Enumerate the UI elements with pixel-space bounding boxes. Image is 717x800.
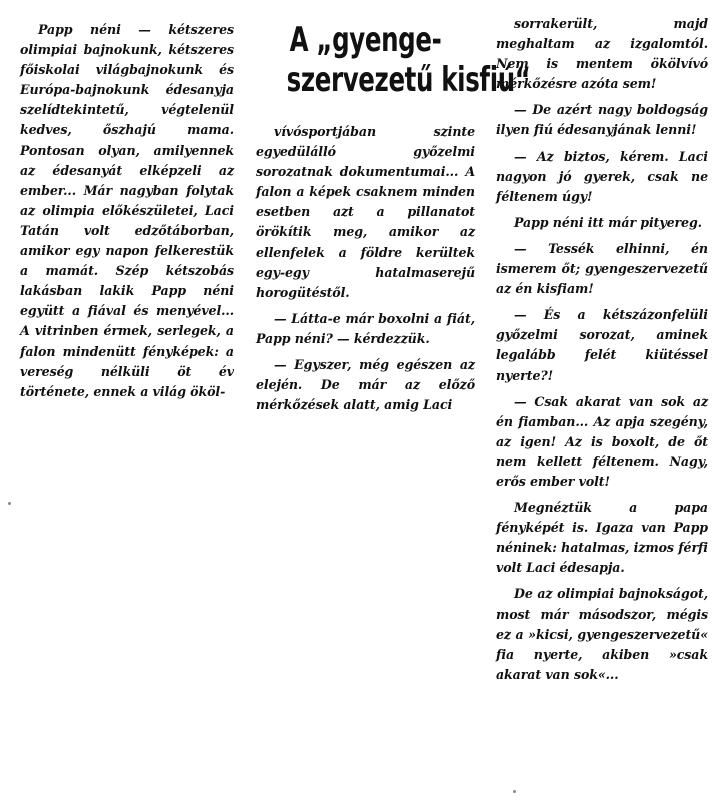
paragraph: — Csak akarat van sok az én fiamban... Az apja szegény, az igen! Az is boxolt, de őt nem kellett féltenem. Nagy, erős ember volt!: [496, 393, 708, 489]
paragraph: Megnéztük a papa fényképét is. Igaza van Papp néninek: hatalmas, izmos férfi volt Laci édesapja.: [496, 500, 708, 576]
article-column-2: [256, 122, 475, 415]
paragraph: De az olimpiai bajnokságot, most már másodszor, mégis ez a »kicsi, gyengeszervezetű« fia nyerte, akiben »csak akarat van sok«...: [496, 586, 708, 682]
paragraph: — De azért nagy boldogság ilyen fiú édesanyjának lenni!: [496, 102, 708, 138]
article-column-1: [20, 20, 234, 402]
paragraph: Papp néni — kétszeres olimpiai bajnokunk, kétszeres főiskolai világbajnokunk és Európa-bajnokunk édesanyja szelídtekintetű, végtelenül kedves, őszhajú mama. Pontosan olyan, amilyennek az édesanyát elképzeli az ember... Már nagyban folytak az olimpia előkészületei, Laci Tatán volt edzőtáborban, amikor egy napon felkerestük a mamát. Szép kétszobás lakásban lakik Papp néni együtt a fiával és menyével... A vitrinben érmek, serlegek, a falon mindenütt fényképek: a vereség nélküli öt év története, ennek a világ ököl-: [20, 22, 234, 399]
paragraph: Papp néni itt már pityereg.: [514, 214, 702, 230]
paragraph: — Tessék elhinni, én ismerem őt; gyengeszervezetű az én kisfiam!: [496, 240, 708, 297]
paragraph: — És a kétszázonfelüli győzelmi sorozat, aminek legalább felét kiütéssel nyerte?!: [496, 307, 708, 383]
paragraph: — Egyszer, még egészen az elején. De már az előző mérkőzések alatt, amig Laci: [256, 357, 475, 413]
article-column-3: [496, 14, 708, 685]
headline-line-1: A „gyenge-: [289, 20, 442, 60]
paragraph: — Az biztos, kérem. Laci nagyon jó gyerek, csak ne féltenem úgy!: [496, 148, 708, 204]
paragraph: — Látta-e már boxolni a fiát, Papp néni? — kérdezzük.: [256, 310, 475, 346]
headline-line-2: szervezetű kisfiú“: [286, 60, 531, 100]
paragraph: sorrakerült, majd meghaltam az izgalomtól. Nem is mentem ökölvívó mérkőzésre azóta sem!: [496, 16, 708, 92]
print-speck: [513, 790, 516, 793]
paragraph: vívósportjában szinte egyedülálló győzelmi sorozatnak dokumentumai... A falon a képek csaknem minden esetben azt a pillanatot örökítik meg, amikor az ellenfelek a földre kerültek egy-egy hatalmaserejű horogütéstől.: [256, 124, 475, 300]
print-speck: [8, 502, 11, 505]
headline: [286, 20, 531, 100]
